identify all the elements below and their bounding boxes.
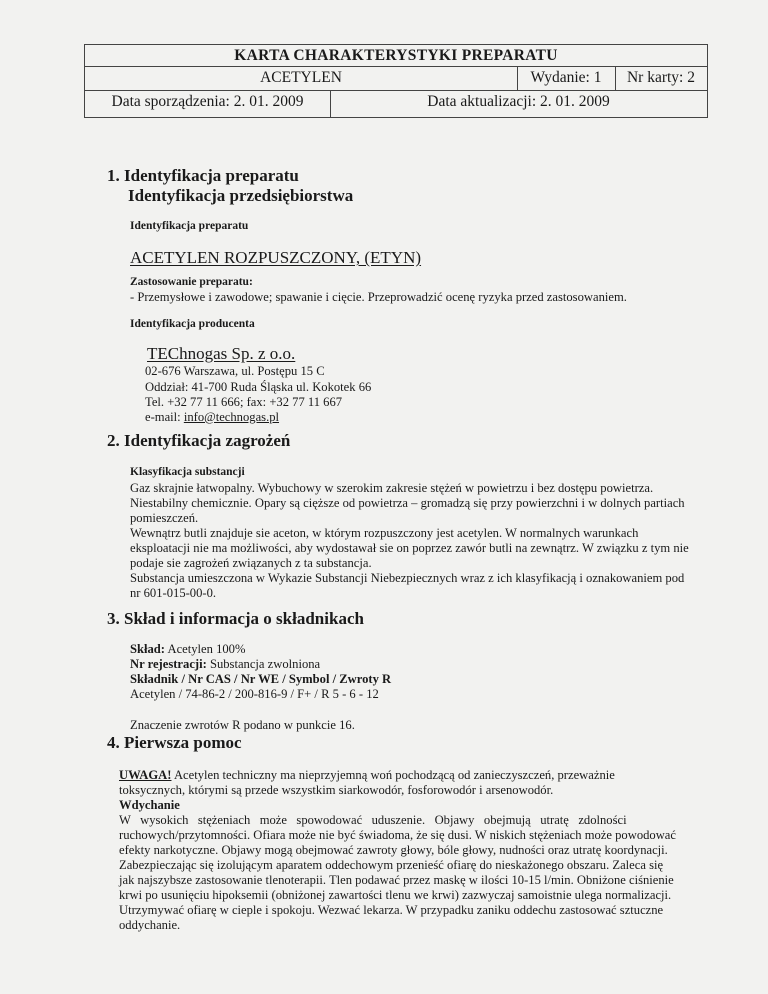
composition-line (130, 642, 245, 658)
paragraph-line: eksploatacji nie ma możliwości, aby wydostawał sie on poprzez zawór butli na zewnątrz. W związku z tym nie (130, 541, 689, 555)
paragraph-line: nr 601-015-00-0. (130, 586, 217, 600)
product-name: ACETYLEN (260, 69, 342, 86)
address-line: 02-676 Warszawa, ul. Postępu 15 C (145, 364, 325, 378)
section-1-title: 1. Identyfikacja preparatu (107, 166, 299, 185)
paragraph-line: W wysokich stężeniach może spowodować uduszenie. Objawy obejmują utratę zdolności (119, 813, 627, 827)
paragraph-line: krwi po usunięciu hipoksemii (obniżonej zawartości tlenu we krwi) zazwyczaj samoistnie ulega normalizacji. (119, 888, 672, 902)
warning-text: Acetylen techniczny ma nieprzyjemną woń pochodzącą od zanieczyszczeń, przeważnie (171, 768, 615, 782)
producer-label: Identyfikacja producenta (130, 318, 255, 330)
component-row: Acetylen / 74-86-2 / 200-816-9 / F+ / R 5 - 6 - 12 (130, 687, 379, 701)
paragraph-line: Zabezpieczając się izolującym aparatem oddechowym przenieść ofiarę do nieskażonego obszaru. Zaleca się (119, 858, 664, 872)
section-4-title: 4. Pierwsza pomoc (107, 733, 242, 752)
section-2-title: 2. Identyfikacja zagrożeń (107, 431, 291, 450)
paragraph-line: Gaz skrajnie łatwopalny. Wybuchowy w szerokim zakresie stężeń w powietrzu i bez dostępu powietrza. (130, 481, 654, 495)
edition: Wydanie: 1 (530, 69, 602, 86)
preparation-id-label: Identyfikacja preparatu (130, 220, 249, 232)
composition-label: Skład: (130, 642, 166, 656)
paragraph-line: oddychanie. (119, 918, 181, 932)
email-line (145, 410, 279, 426)
paragraph-line: Niestabilny chemicznie. Opary są cięższe od powietrza – gromadzą się przy powierzchni i w dolnych partiach (130, 496, 685, 510)
paragraph-line: Substancja umieszczona w Wykazie Substancji Niebezpiecznych wraz z ich klasyfikacją i oznakowaniem pod (130, 571, 685, 585)
classification-label: Klasyfikacja substancji (130, 466, 245, 478)
paragraph-line: podaje sie zagrożeń związanych z ta substancja. (130, 556, 372, 570)
warning-line (119, 768, 615, 784)
section-1-subtitle: Identyfikacja przedsiębiorstwa (128, 186, 354, 205)
inhalation-label: Wdychanie (119, 798, 180, 812)
use-label: Zastosowanie preparatu: (130, 276, 253, 288)
branch-address-line: Oddział: 41-700 Ruda Śląska ul. Kokotek 66 (145, 380, 372, 394)
registration-line (130, 657, 320, 673)
use-text: - Przemysłowe i zawodowe; spawanie i cięcie. Przeprowadzić ocenę ryzyka przed zastosowaniem. (130, 290, 627, 304)
update-date: Data aktualizacji: 2. 01. 2009 (427, 93, 610, 110)
composition-value: Acetylen 100% (165, 642, 246, 656)
warning-label: UWAGA! (119, 768, 172, 782)
email-link[interactable]: info@technogas.pl (183, 410, 280, 424)
section-3-title: 3. Skład i informacja o składnikach (107, 609, 364, 628)
email-label: e-mail: (145, 410, 184, 424)
component-columns: Składnik / Nr CAS / Nr WE / Symbol / Zwroty R (130, 672, 392, 686)
header-table (84, 44, 708, 118)
paragraph-line: ruchowych/przytomności. Ofiara może nie być świadoma, że się dusi. W niskich stężeniach może powodować (119, 828, 676, 842)
r-phrases-note: Znaczenie zwrotów R podano w punkcie 16. (130, 718, 355, 732)
document-title: KARTA CHARAKTERYSTYKI PREPARATU (234, 47, 558, 64)
paragraph-line: toksycznych, którymi są przede wszystkim siarkowodór, fosforowodór i arsenowodór. (119, 783, 554, 797)
paragraph-line: jak najszybsze zastosowanie tlenoterapii. Tlen podawać przez maskę w ilości 10-15 l/min. Obniżone ciśnienie (119, 873, 674, 887)
creation-date: Data sporządzenia: 2. 01. 2009 (111, 93, 304, 110)
registration-value: Substancja zwolniona (206, 657, 321, 671)
paragraph-line: pomieszczeń. (130, 511, 199, 525)
paragraph-line: Utrzymywać ofiarę w cieple i spokoju. Wezwać lekarza. W przypadku zaniku oddechu zastosować sztuczne (119, 903, 664, 917)
preparation-name: ACETYLEN ROZPUSZCZONY, (ETYN) (130, 248, 422, 267)
phone-line: Tel. +32 77 11 666; fax: +32 77 11 667 (145, 395, 343, 409)
registration-label: Nr rejestracji: (130, 657, 207, 671)
paragraph-line: Wewnątrz butli znajduje sie aceton, w którym rozpuszczony jest acetylen. W normalnych warunkach (130, 526, 639, 540)
company-name: TEChnogas Sp. z o.o. (147, 344, 296, 363)
paragraph-line: efekty narkotyczne. Objawy mogą obejmować zawroty głowy, bóle głowy, nudności oraz utratę koordynacji. (119, 843, 668, 857)
card-number: Nr karty: 2 (626, 69, 695, 86)
